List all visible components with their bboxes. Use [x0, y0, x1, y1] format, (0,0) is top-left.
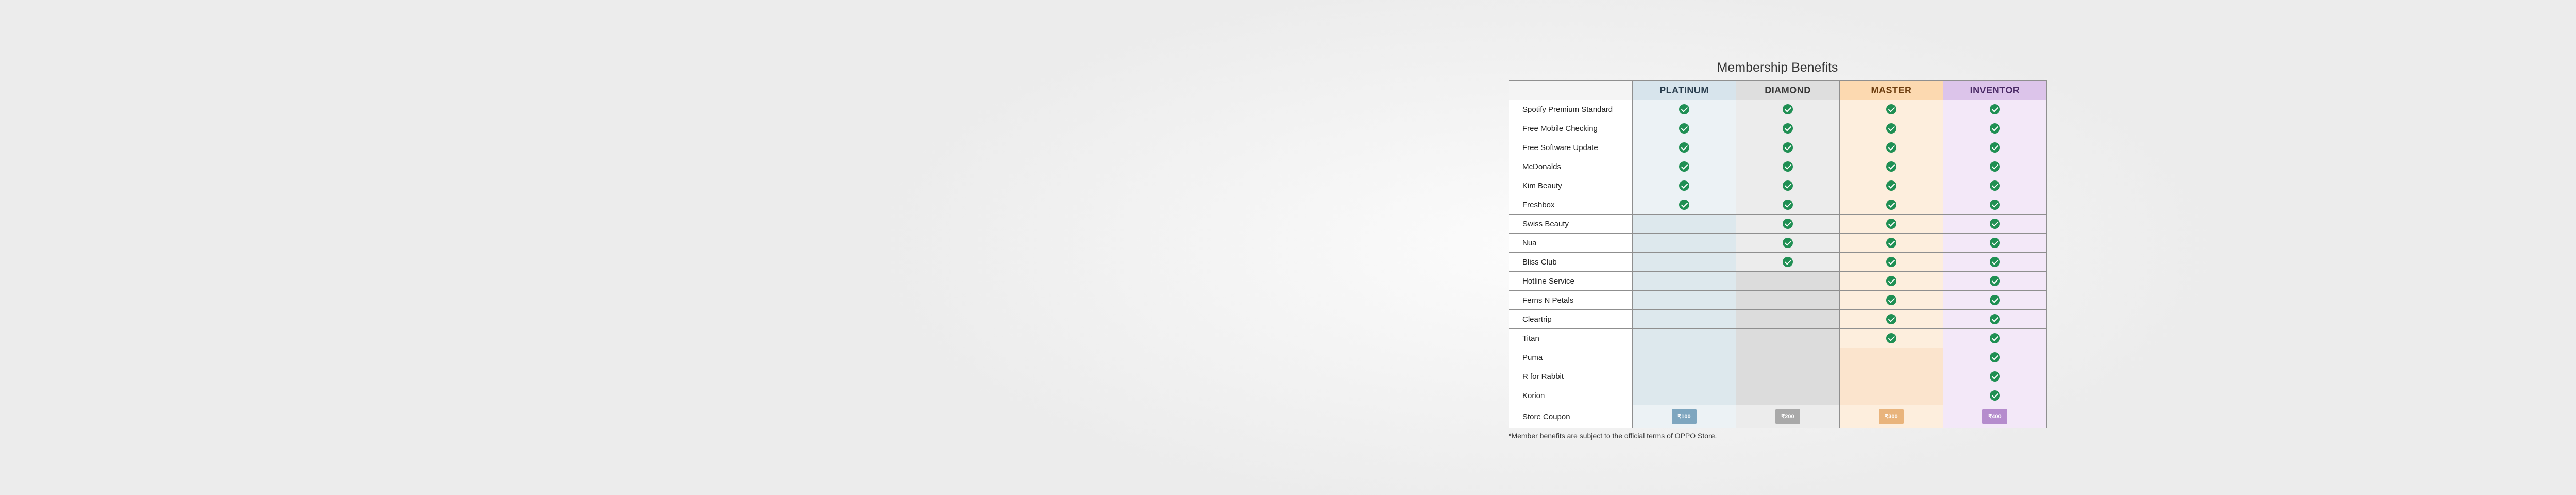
benefit-cell-diamond [1736, 272, 1840, 291]
benefit-name: Freshbox [1509, 195, 1633, 214]
check-circle-icon [1990, 161, 2000, 172]
coupon-cell-platinum [1633, 405, 1736, 428]
benefit-cell-platinum [1633, 272, 1736, 291]
benefit-cell-master [1840, 195, 1943, 214]
check-circle-icon [1990, 219, 2000, 229]
tier-header-diamond: DIAMOND [1736, 81, 1840, 100]
benefit-cell-inventor [1943, 214, 2047, 234]
benefit-name: Hotline Service [1509, 272, 1633, 291]
benefit-cell-diamond [1736, 100, 1840, 119]
check-circle-icon [1679, 180, 1689, 191]
check-circle-icon [1783, 200, 1793, 210]
benefit-cell-inventor [1943, 329, 2047, 348]
benefit-rows [1509, 100, 2047, 428]
check-circle-icon [1990, 142, 2000, 153]
benefit-name: Titan [1509, 329, 1633, 348]
benefit-cell-platinum [1633, 176, 1736, 195]
benefit-cell-platinum [1633, 291, 1736, 310]
check-circle-icon [1783, 180, 1793, 191]
benefit-name: Spotify Premium Standard [1509, 100, 1633, 119]
benefit-cell-diamond [1736, 310, 1840, 329]
check-circle-icon [1886, 200, 1896, 210]
check-circle-icon [1886, 333, 1896, 343]
benefit-row [1509, 214, 2047, 234]
tier-header-platinum: PLATINUM [1633, 81, 1736, 100]
coupon-cell-diamond [1736, 405, 1840, 428]
benefit-cell-platinum [1633, 138, 1736, 157]
benefit-cell-master [1840, 214, 1943, 234]
check-circle-icon [1886, 314, 1896, 324]
check-circle-icon [1990, 371, 2000, 382]
benefit-cell-master [1840, 157, 1943, 176]
benefit-cell-master [1840, 234, 1943, 253]
benefit-row [1509, 329, 2047, 348]
check-circle-icon [1886, 276, 1896, 286]
check-circle-icon [1990, 200, 2000, 210]
benefit-cell-diamond [1736, 195, 1840, 214]
check-circle-icon [1990, 333, 2000, 343]
benefit-cell-inventor [1943, 348, 2047, 367]
benefit-cell-platinum [1633, 386, 1736, 405]
coupon-cell-inventor [1943, 405, 2047, 428]
benefit-cell-diamond [1736, 214, 1840, 234]
benefit-cell-master [1840, 176, 1943, 195]
benefit-cell-platinum [1633, 234, 1736, 253]
benefit-cell-inventor [1943, 195, 2047, 214]
check-circle-icon [1886, 104, 1896, 114]
tier-header-row [1509, 81, 2047, 100]
benefit-cell-master [1840, 386, 1943, 405]
tier-header-master: MASTER [1840, 81, 1943, 100]
benefits-table [1509, 80, 2047, 428]
benefit-cell-diamond [1736, 291, 1840, 310]
check-circle-icon [1886, 295, 1896, 305]
check-circle-icon [1886, 123, 1896, 134]
benefit-name: Store Coupon [1509, 405, 1633, 428]
benefit-name: R for Rabbit [1509, 367, 1633, 386]
tier-header-inventor: INVENTOR [1943, 81, 2047, 100]
benefit-cell-diamond [1736, 157, 1840, 176]
benefit-cell-master [1840, 310, 1943, 329]
benefit-cell-inventor [1943, 310, 2047, 329]
check-circle-icon [1990, 123, 2000, 134]
benefit-row [1509, 253, 2047, 272]
benefit-cell-inventor [1943, 138, 2047, 157]
benefit-cell-inventor [1943, 253, 2047, 272]
benefit-cell-platinum [1633, 119, 1736, 138]
benefit-cell-inventor [1943, 176, 2047, 195]
benefit-cell-platinum [1633, 329, 1736, 348]
benefit-cell-inventor [1943, 272, 2047, 291]
benefit-row [1509, 310, 2047, 329]
check-circle-icon [1990, 104, 2000, 114]
benefit-name: Free Mobile Checking [1509, 119, 1633, 138]
check-circle-icon [1990, 352, 2000, 362]
benefit-name: Cleartrip [1509, 310, 1633, 329]
benefit-row [1509, 138, 2047, 157]
check-circle-icon [1886, 257, 1896, 267]
benefit-row [1509, 348, 2047, 367]
check-circle-icon [1990, 276, 2000, 286]
benefit-name: Bliss Club [1509, 253, 1633, 272]
check-circle-icon [1783, 142, 1793, 153]
benefit-cell-master [1840, 367, 1943, 386]
benefit-cell-platinum [1633, 367, 1736, 386]
check-circle-icon [1886, 238, 1896, 248]
benefit-cell-diamond [1736, 386, 1840, 405]
benefit-cell-platinum [1633, 310, 1736, 329]
benefit-cell-master [1840, 253, 1943, 272]
benefit-cell-diamond [1736, 138, 1840, 157]
coupon-badge-inventor: ₹400 [1982, 409, 2007, 424]
check-circle-icon [1990, 238, 2000, 248]
benefit-cell-inventor [1943, 367, 2047, 386]
benefit-name: McDonalds [1509, 157, 1633, 176]
check-circle-icon [1990, 295, 2000, 305]
coupon-badge-diamond: ₹200 [1775, 409, 1800, 424]
benefit-row [1509, 367, 2047, 386]
benefit-cell-diamond [1736, 234, 1840, 253]
benefit-cell-master [1840, 348, 1943, 367]
benefit-cell-inventor [1943, 291, 2047, 310]
benefit-cell-master [1840, 272, 1943, 291]
benefit-cell-platinum [1633, 157, 1736, 176]
check-circle-icon [1990, 180, 2000, 191]
benefit-cell-platinum [1633, 214, 1736, 234]
benefit-cell-platinum [1633, 100, 1736, 119]
benefit-row [1509, 176, 2047, 195]
benefit-row [1509, 119, 2047, 138]
check-circle-icon [1783, 161, 1793, 172]
header-corner-cell [1509, 81, 1633, 100]
benefit-name: Nua [1509, 234, 1633, 253]
store-coupon-row [1509, 405, 2047, 428]
benefit-cell-inventor [1943, 234, 2047, 253]
coupon-badge-master: ₹300 [1879, 409, 1904, 424]
benefit-row [1509, 157, 2047, 176]
benefit-cell-master [1840, 138, 1943, 157]
benefit-name: Ferns N Petals [1509, 291, 1633, 310]
benefit-cell-master [1840, 119, 1943, 138]
check-circle-icon [1990, 390, 2000, 401]
benefit-name: Kim Beauty [1509, 176, 1633, 195]
benefit-row [1509, 386, 2047, 405]
benefit-cell-master [1840, 291, 1943, 310]
benefit-name: Swiss Beauty [1509, 214, 1633, 234]
benefit-cell-diamond [1736, 348, 1840, 367]
coupon-cell-master [1840, 405, 1943, 428]
check-circle-icon [1886, 142, 1896, 153]
benefit-cell-diamond [1736, 253, 1840, 272]
check-circle-icon [1886, 161, 1896, 172]
check-circle-icon [1783, 219, 1793, 229]
check-circle-icon [1886, 219, 1896, 229]
benefit-name: Korion [1509, 386, 1633, 405]
membership-benefits-panel [1509, 59, 2046, 440]
benefit-cell-diamond [1736, 329, 1840, 348]
check-circle-icon [1783, 257, 1793, 267]
check-circle-icon [1679, 104, 1689, 114]
benefit-cell-platinum [1633, 195, 1736, 214]
benefit-cell-inventor [1943, 157, 2047, 176]
benefit-name: Puma [1509, 348, 1633, 367]
benefit-cell-inventor [1943, 100, 2047, 119]
page-title: Membership Benefits [1717, 60, 1838, 75]
check-circle-icon [1783, 123, 1793, 134]
check-circle-icon [1679, 161, 1689, 172]
check-circle-icon [1783, 238, 1793, 248]
coupon-badge-platinum: ₹100 [1672, 409, 1697, 424]
check-circle-icon [1783, 104, 1793, 114]
benefit-row [1509, 291, 2047, 310]
benefit-cell-platinum [1633, 253, 1736, 272]
check-circle-icon [1886, 180, 1896, 191]
benefit-row [1509, 100, 2047, 119]
check-circle-icon [1679, 123, 1689, 134]
check-circle-icon [1679, 142, 1689, 153]
check-circle-icon [1990, 257, 2000, 267]
benefit-cell-diamond [1736, 367, 1840, 386]
footnote: *Member benefits are subject to the official terms of OPPO Store. [1509, 432, 1717, 440]
benefit-cell-inventor [1943, 119, 2047, 138]
check-circle-icon [1679, 200, 1689, 210]
check-circle-icon [1990, 314, 2000, 324]
benefit-cell-inventor [1943, 386, 2047, 405]
benefit-cell-master [1840, 329, 1943, 348]
benefit-row [1509, 272, 2047, 291]
benefit-cell-platinum [1633, 348, 1736, 367]
benefit-cell-diamond [1736, 119, 1840, 138]
benefit-cell-master [1840, 100, 1943, 119]
benefit-row [1509, 234, 2047, 253]
benefit-name: Free Software Update [1509, 138, 1633, 157]
benefit-row [1509, 195, 2047, 214]
benefit-cell-diamond [1736, 176, 1840, 195]
